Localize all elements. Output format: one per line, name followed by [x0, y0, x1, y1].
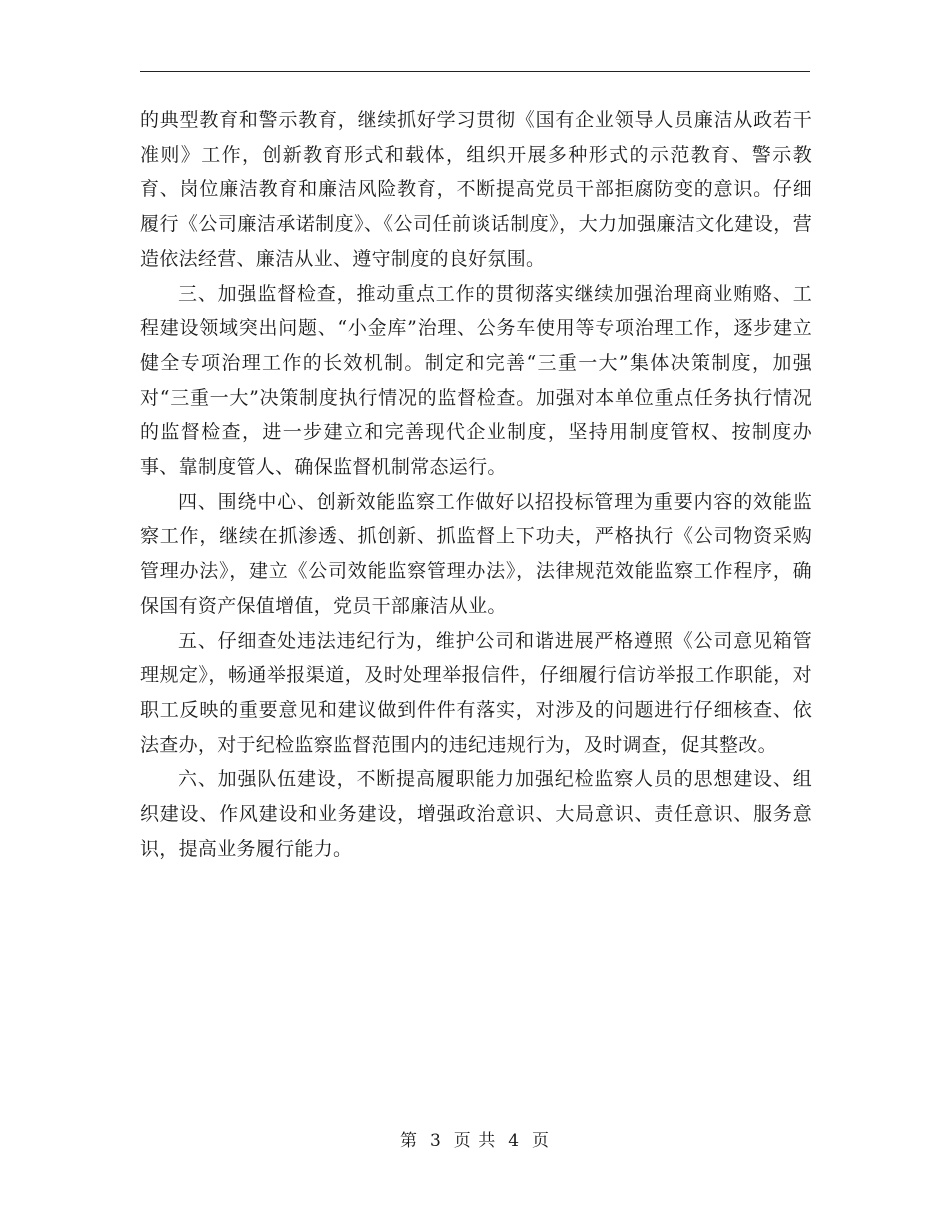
footer-current-page: 3 [429, 1131, 442, 1151]
paragraph-section-4: 四、围绕中心、创新效能监察工作做好以招投标管理为重要内容的效能监察工作，继续在抓渗透、抓创新、抓监督上下功夫，严格执行《公司物资采购管理办法》，建立《公司效能监察管理办法》，法律规范效能监察工作程序，确保国有资产保值增值，党员干部廉洁从业。 [140, 490, 812, 617]
paragraph-section-6: 六、加强队伍建设，不断提高履职能力加强纪检监察人员的思想建设、组织建设、作风建设和业务建设，增强政治意识、大局意识、责任意识、服务意识，提高业务履行能力。 [140, 768, 812, 860]
footer-prefix: 第 [399, 1131, 418, 1151]
paragraph-continued: 的典型教育和警示教育，继续抓好学习贯彻《国有企业领导人员廉洁从政若干准则》工作，创新教育形式和载体，组织开展多种形式的示范教育、警示教育、岗位廉洁教育和廉洁风险教育，不断提高党员干部拒腐防变的意识。仔细履行《公司廉洁承诺制度》、《公司任前谈话制度》，大力加强廉洁文化建设，营造依法经营、廉洁从业、遵守制度的良好氛围。 [140, 109, 812, 270]
footer-suffix: 页 [532, 1131, 551, 1151]
paragraph-section-3: 三、加强监督检查，推动重点工作的贯彻落实继续加强治理商业贿赂、工程建设领域突出问题、“小金库”治理、公务车使用等专项治理工作，逐步建立健全专项治理工作的长效机制。制定和完善“三重一大”集体决策制度，加强对“三重一大”决策制度执行情况的监督检查。加强对本单位重点任务执行情况的监督检查，进一步建立和完善现代企业制度，坚持用制度管权、按制度办事、靠制度管人、确保监督机制常态运行。 [140, 282, 812, 479]
document-body [140, 103, 812, 866]
footer-middle: 页 共 [453, 1131, 497, 1151]
page-footer [0, 1126, 950, 1151]
footer-total-pages: 4 [508, 1131, 521, 1151]
paragraph-section-5: 五、仔细查处违法违纪行为，维护公司和谐进展严格遵照《公司意见箱管理规定》，畅通举报渠道，及时处理举报信件，仔细履行信访举报工作职能，对职工反映的重要意见和建议做到件件有落实，对涉及的问题进行仔细核查、依法查办，对于纪检监察监督范围内的违纪违规行为，及时调查，促其整改。 [140, 629, 812, 756]
header-rule [140, 71, 810, 72]
